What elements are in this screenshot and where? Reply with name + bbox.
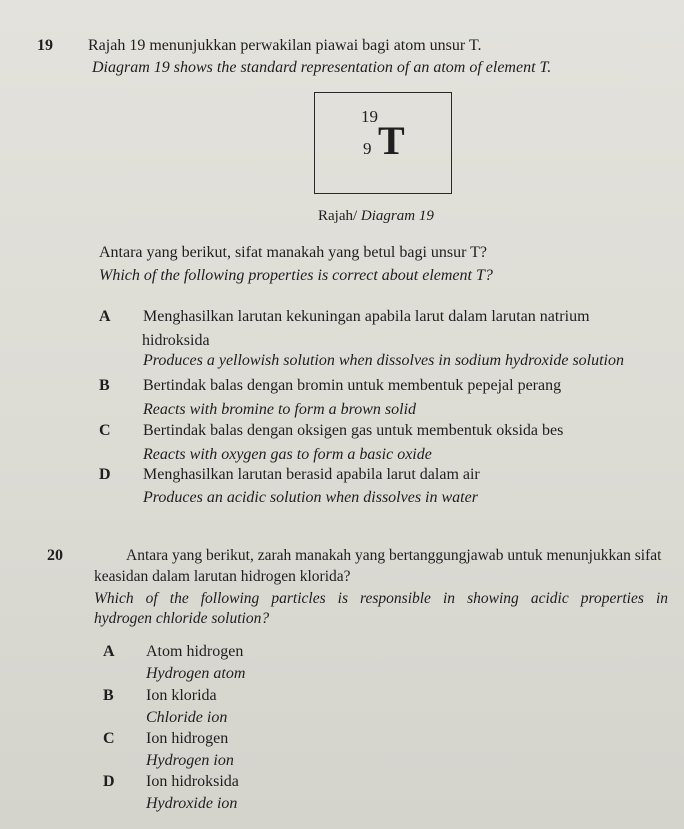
q19-option-a-en: Produces a yellowish solution when dissolves in sodium hydroxide solution (143, 352, 624, 369)
q20-option-c-letter[interactable]: C (103, 730, 115, 747)
q20-option-b-ms: Ion klorida (146, 687, 217, 704)
q19-option-c-ms: Bertindak balas dengan oksigen gas untuk membentuk oksida bes (143, 422, 564, 439)
q19-option-a-ms-line1: Menghasilkan larutan kekuningan apabila larut dalam larutan natrium (143, 308, 590, 325)
q20-option-d-letter[interactable]: D (103, 773, 115, 790)
question-20-stem-en-line2: hydrogen chloride solution? (94, 610, 270, 627)
question-19-stem-en: Which of the following properties is correct about element T? (99, 267, 493, 284)
q20-option-d-ms: Ion hidroksida (146, 773, 239, 790)
q19-option-b-en: Reacts with bromine to form a brown solid (143, 401, 417, 418)
q19-option-a-ms-line2: hidroksida (142, 332, 210, 349)
question-19-number: 19 (37, 37, 53, 54)
q19-option-b-ms: Bertindak balas dengan bromin untuk membentuk pepejal perang (143, 377, 562, 394)
mass-number: 19 (361, 107, 378, 126)
q19-option-c-letter[interactable]: C (99, 422, 111, 439)
q20-option-a-en: Hydrogen atom (146, 665, 246, 682)
question-20-stem-en-line1: Which of the following particles is responsible in showing acidic properties in (94, 590, 668, 607)
question-20-stem-ms-line2: keasidan dalam larutan hidrogen klorida? (94, 568, 351, 585)
q20-option-b-en: Chloride ion (146, 709, 228, 726)
q20-option-b-letter[interactable]: B (103, 687, 114, 704)
q19-option-c-en: Reacts with oxygen gas to form a basic oxide (143, 446, 432, 463)
q19-option-d-en: Produces an acidic solution when dissolves in water (143, 489, 478, 506)
diagram-caption-en: Diagram 19 (360, 208, 434, 224)
q20-option-c-en: Hydrogen ion (146, 752, 234, 769)
element-symbol: T (378, 118, 405, 163)
question-19-intro-en: Diagram 19 shows the standard representation of an atom of element T. (92, 59, 552, 76)
q20-option-a-ms: Atom hidrogen (146, 643, 244, 660)
diagram-caption (318, 206, 434, 226)
q20-option-a-letter[interactable]: A (103, 643, 115, 660)
question-20-stem-ms-line1: Antara yang berikut, zarah manakah yang bertanggungjawab untuk menunjukkan sifat (126, 547, 662, 564)
q20-option-d-en: Hydroxide ion (146, 795, 238, 812)
question-19-stem-ms: Antara yang berikut, sifat manakah yang betul bagi unsur T? (99, 244, 488, 261)
q19-option-d-ms: Menghasilkan larutan berasid apabila larut dalam air (143, 466, 480, 483)
atomic-number: 9 (363, 139, 372, 158)
q19-option-b-letter[interactable]: B (99, 377, 110, 394)
q19-option-a-letter[interactable]: A (99, 308, 111, 325)
nuclide-diagram-box (314, 92, 452, 194)
question-20-number: 20 (47, 547, 63, 564)
question-19-intro-ms: Rajah 19 menunjukkan perwakilan piawai bagi atom unsur T. (88, 37, 482, 54)
diagram-caption-ms: Rajah/ (318, 208, 358, 224)
q19-option-d-letter[interactable]: D (99, 466, 111, 483)
q20-option-c-ms: Ion hidrogen (146, 730, 229, 747)
